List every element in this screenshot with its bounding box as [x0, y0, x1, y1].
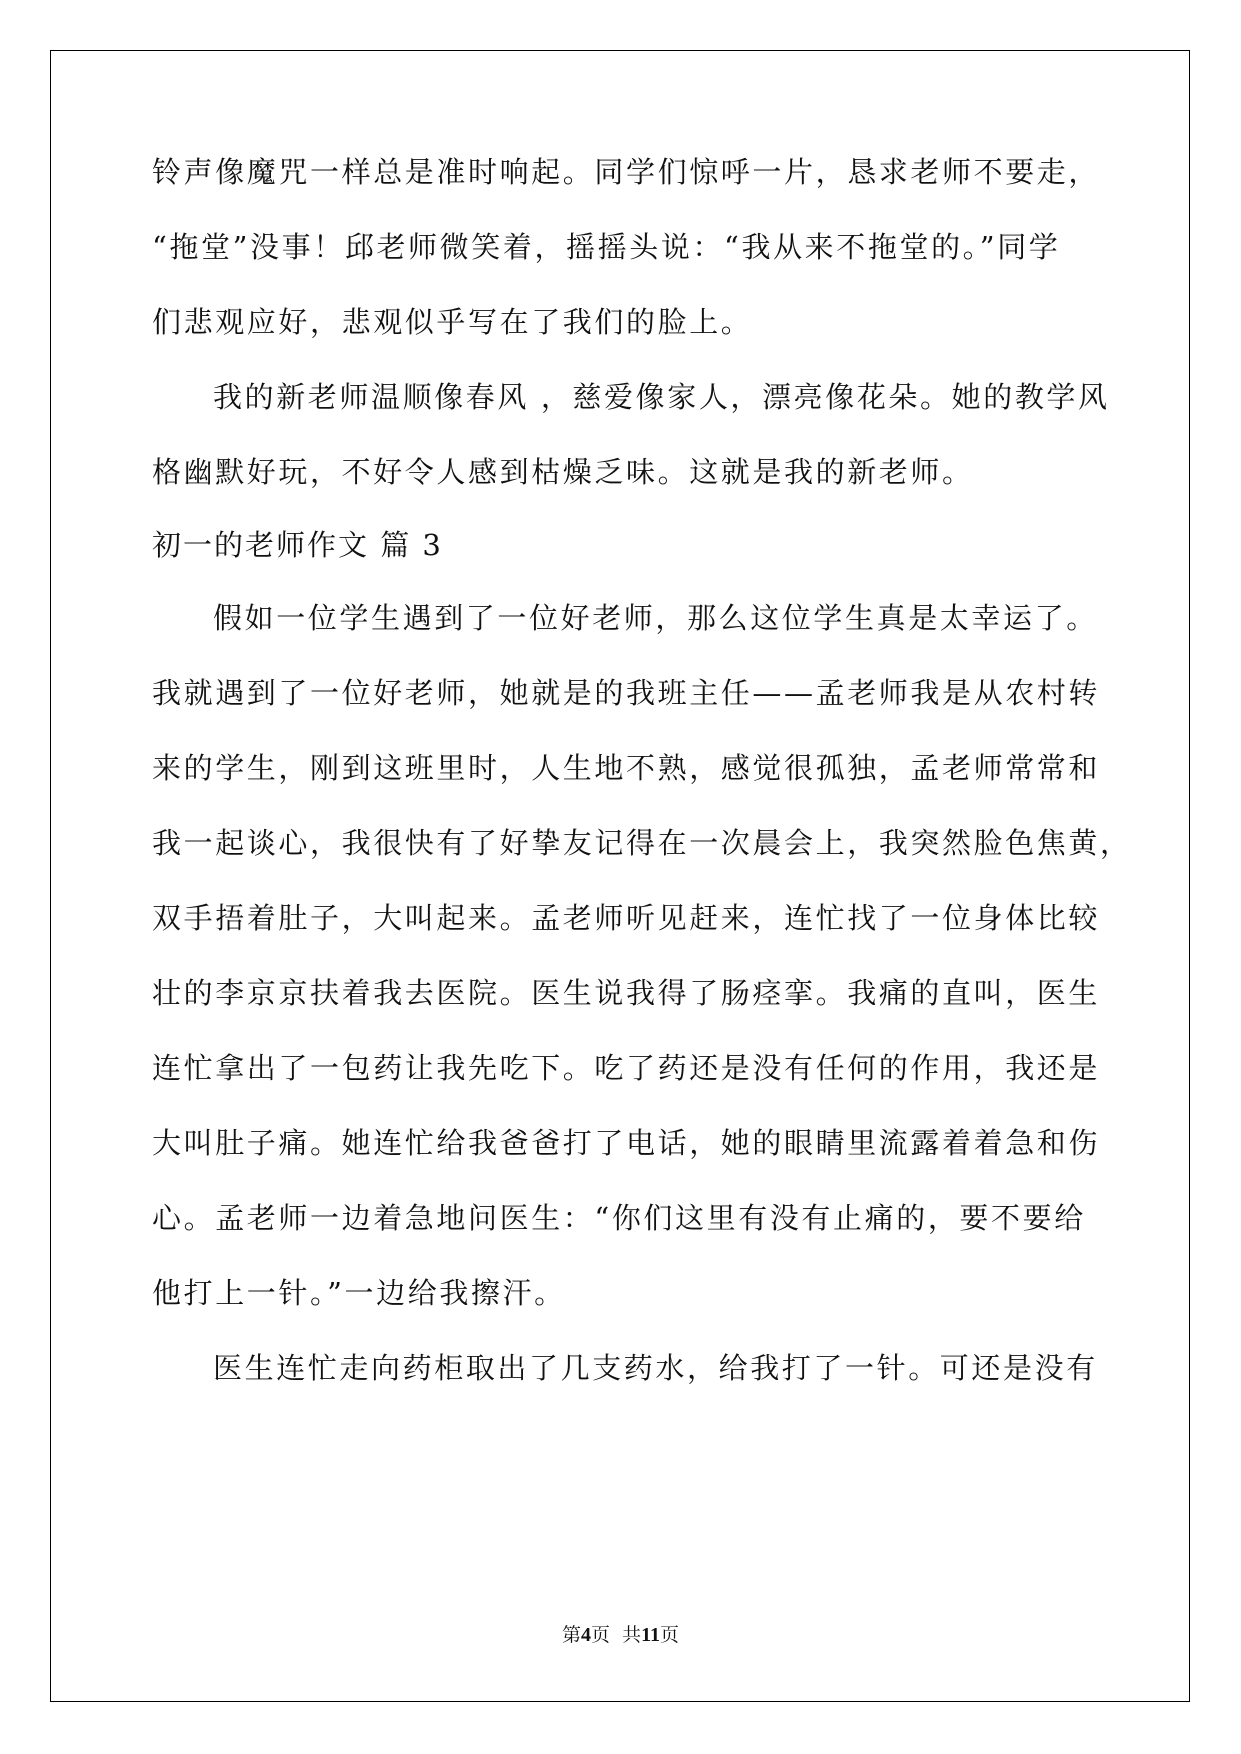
text-line: 大叫肚子痛。她连忙给我爸爸打了电话，她的眼睛里流露着着急和伤 [152, 1126, 1101, 1160]
footer-prefix: 第 [561, 1624, 581, 1646]
text-line: 壮的李京京扶着我去医院。医生说我得了肠痉挛。我痛的直叫，医生 [152, 976, 1101, 1010]
text-line: 连忙拿出了一包药让我先吃下。吃了药还是没有任何的作用，我还是 [152, 1051, 1101, 1085]
current-page-number: 4 [581, 1624, 591, 1646]
text-line: 他打上一针。”一边给我擦汗。 [152, 1276, 566, 1310]
text-line: 铃声像魔咒一样总是准时响起。同学们惊呼一片，恳求老师不要走， [152, 155, 1101, 189]
text-line: 我的新老师温顺像春风 ，慈爱像家人，漂亮像花朵。她的教学风 [213, 380, 1110, 414]
text-line: 格幽默好玩，不好令人感到枯燥乏味。这就是我的新老师。 [152, 455, 974, 489]
footer-suffix: 页 [660, 1624, 680, 1646]
text-line: 医生连忙走向药柜取出了几支药水，给我打了一针。可还是没有 [213, 1351, 1098, 1385]
section-heading: 初一的老师作文 篇 3 [152, 528, 443, 562]
text-line: “拖堂”没事！邱老师微笑着，摇摇头说：“我从来不拖堂的。”同学 [152, 230, 1061, 264]
footer-mid: 页 共 [591, 1624, 642, 1646]
text-line: 双手捂着肚子，大叫起来。孟老师听见赶来，连忙找了一位身体比较 [152, 901, 1101, 935]
text-line: 们悲观应好，悲观似乎写在了我们的脸上。 [152, 305, 753, 339]
text-line: 我就遇到了一位好老师，她就是的我班主任——孟老师我是从农村转 [152, 676, 1101, 710]
text-line: 假如一位学生遇到了一位好老师，那么这位学生真是太幸运了。 [213, 601, 1098, 635]
text-line: 我一起谈心，我很快有了好挚友记得在一次晨会上，我突然脸色焦黄， [152, 826, 1132, 860]
page-footer [0, 1620, 1241, 1647]
text-line: 心。孟老师一边着急地问医生：“你们这里有没有止痛的，要不要给 [152, 1201, 1086, 1235]
text-line: 来的学生，刚到这班里时，人生地不熟，感觉很孤独，孟老师常常和 [152, 751, 1101, 785]
total-page-number: 11 [641, 1624, 660, 1646]
page-border [50, 50, 1190, 1702]
